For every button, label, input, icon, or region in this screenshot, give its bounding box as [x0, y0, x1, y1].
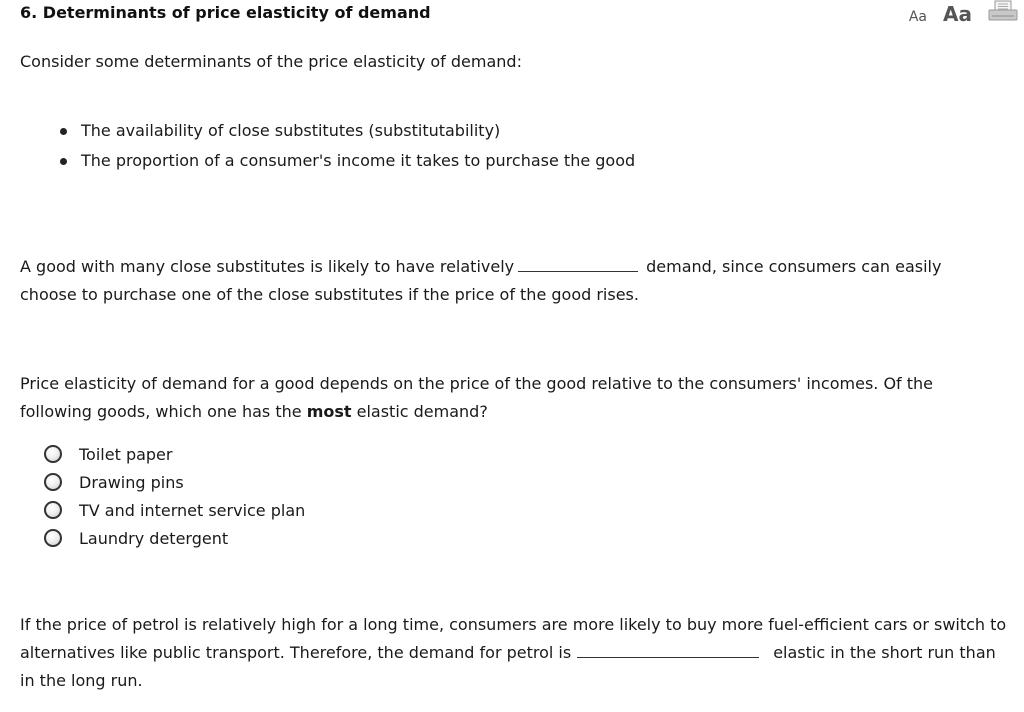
radio-button[interactable]: [44, 529, 62, 547]
option-label: Laundry detergent: [79, 528, 229, 548]
option-label: Drawing pins: [79, 472, 184, 492]
option-label: TV and internet service plan: [79, 500, 306, 520]
radio-button[interactable]: [44, 501, 62, 519]
question-1-blank-dropdown[interactable]: [518, 257, 638, 272]
question-2-prompt: [20, 370, 1000, 426]
list-item: The availability of close substitutes (substitutability): [60, 120, 635, 150]
list-item: The proportion of a consumer's income it takes to purchase the good: [60, 150, 635, 180]
option-drawing-pins[interactable]: [44, 468, 305, 496]
question-2-options: [44, 440, 305, 552]
option-tv-internet-plan[interactable]: [44, 496, 305, 524]
question-2-emphasis: most: [306, 402, 352, 421]
font-size-controls: [909, 2, 972, 26]
radio-button[interactable]: [44, 473, 62, 491]
option-label: Toilet paper: [79, 444, 173, 464]
question-2-text-before: Price elasticity of demand for a good depends on the price of the good relative to the consumers' incomes. Of the following goods, which one has the: [20, 374, 934, 421]
option-laundry-detergent[interactable]: [44, 524, 305, 552]
question-2-text-after: elastic demand?: [351, 402, 488, 421]
question-3-blank-dropdown[interactable]: [577, 643, 759, 658]
decrease-font-button[interactable]: Aa: [908, 9, 928, 25]
question-title: 6. Determinants of price elasticity of demand: [20, 3, 431, 22]
question-1-text-after: demand, since consumers can easily choose to purchase one of the close substitutes if the price of the good rises.: [20, 257, 942, 304]
question-1-text-before: A good with many close substitutes is likely to have relatively: [20, 257, 515, 276]
printer-icon[interactable]: [988, 0, 1018, 22]
determinants-list: [60, 120, 635, 180]
question-3-text-after: elastic in the short run than in the long run.: [20, 643, 996, 690]
option-toilet-paper[interactable]: [44, 440, 305, 468]
question-3: [20, 611, 1010, 695]
increase-font-button[interactable]: Aa: [943, 2, 972, 26]
question-3-text-before: If the price of petrol is relatively high for a long time, consumers are more likely to buy more fuel-efficient cars or switch to alternatives like public transport. Therefore, the demand for petrol is: [20, 615, 1007, 662]
intro-text: Consider some determinants of the price elasticity of demand:: [20, 52, 522, 71]
radio-button[interactable]: [44, 445, 62, 463]
question-1: [20, 253, 1000, 309]
